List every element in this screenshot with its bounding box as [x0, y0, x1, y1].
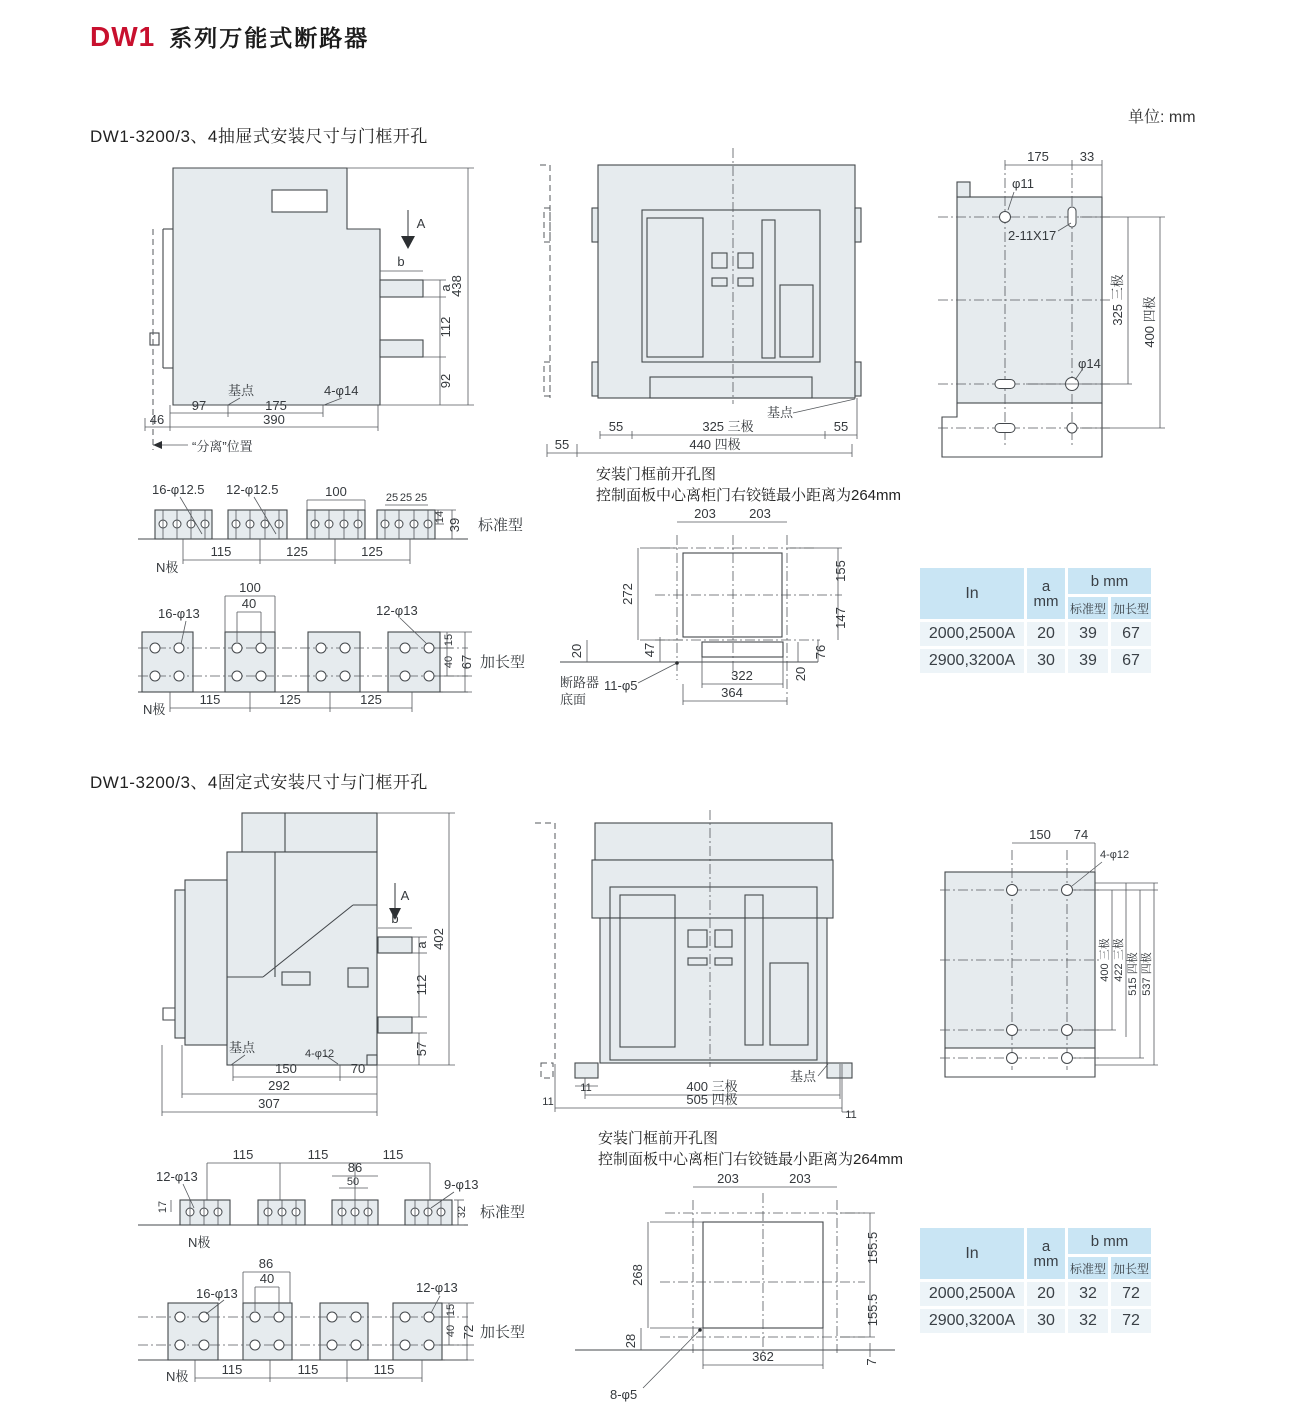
terminal-blocks	[138, 510, 468, 539]
dim-47: 47	[642, 642, 657, 658]
dim-86: 86	[258, 1256, 274, 1271]
cell-a-row2: 30	[1027, 1309, 1065, 1333]
col-header-extended: 加长型	[1111, 1257, 1151, 1279]
s2-front-view-drawing	[535, 805, 920, 1125]
dim-40-right: 40	[445, 1324, 457, 1338]
dim-100: 100	[325, 484, 347, 499]
dim-28: 28	[623, 1333, 638, 1349]
col-header-standard: 标准型	[1068, 1257, 1108, 1279]
dim-97: 97	[191, 398, 207, 413]
dim-115-a: 115	[221, 1362, 243, 1377]
col-header-mm: mm	[1033, 1252, 1059, 1270]
dim-400-3pole: 400 三极	[686, 1079, 738, 1094]
section1-heading: DW1-3200/3、4抽屉式安装尺寸与门框开孔	[90, 127, 428, 146]
dim-292: 292	[268, 1078, 290, 1093]
dim-57: 57	[414, 1041, 429, 1057]
dim-70: 70	[350, 1061, 366, 1076]
dim-25-c: 25	[414, 492, 428, 504]
dim-364: 364	[721, 685, 743, 700]
s1-dimension-table	[920, 568, 1151, 673]
dim-15: 15	[445, 1303, 457, 1317]
dim-a: a	[414, 941, 429, 949]
dim-25-a: 25	[385, 492, 399, 504]
dim-155.5-bottom: 155.5	[865, 1293, 880, 1327]
s1-front-shapes	[540, 148, 861, 404]
col-header-a-mm	[1027, 1228, 1065, 1279]
s2-door-cutout-drawing	[565, 1168, 960, 1410]
dim-20-right: 20	[793, 666, 808, 682]
cell-std-row1: 32	[1068, 1282, 1108, 1306]
dim-272: 272	[620, 583, 635, 605]
dim-505-4pole: 505 四极	[686, 1092, 738, 1107]
dim-112: 112	[414, 974, 429, 996]
dim-32: 32	[456, 1205, 468, 1219]
dim-20-left: 20	[569, 643, 584, 659]
s2-terminals-extended-drawing	[138, 1256, 568, 1410]
holes-12-phi12.5-label: 12-φ12.5	[226, 482, 279, 497]
col-header-b-mm: b mm	[1068, 568, 1151, 594]
dim-537-4pole: 537 四极	[1141, 952, 1153, 996]
cell-std-row2: 39	[1068, 649, 1108, 673]
cell-a-row1: 20	[1027, 1282, 1065, 1306]
dim-325-3pole: 325 三极	[1110, 274, 1125, 326]
holes-12-phi13-label: 12-φ13	[416, 1280, 458, 1295]
dim-46: 46	[149, 412, 165, 427]
s1-door-caption	[596, 464, 901, 506]
dim-175: 175	[1027, 149, 1049, 164]
base-point-label: 基点	[229, 1040, 256, 1055]
dim-7: 7	[864, 1358, 879, 1366]
dim-115-b: 115	[297, 1362, 319, 1377]
dim-203-left: 203	[717, 1171, 739, 1186]
dim-14: 14	[434, 510, 446, 524]
s2-terminals-standard-drawing	[138, 1147, 568, 1258]
dim-115-c: 115	[373, 1362, 395, 1377]
brand-label: DW1	[90, 21, 156, 52]
dim-203-right: 203	[789, 1171, 811, 1186]
col-header-b-mm: b mm	[1068, 1228, 1151, 1254]
n-pole-label: N极	[143, 702, 166, 717]
page-title-text: 系列万能式断路器	[169, 25, 370, 51]
standard-type-label: 标准型	[478, 517, 524, 534]
cell-std-row1: 39	[1068, 622, 1108, 646]
col-header-standard: 标准型	[1068, 597, 1108, 619]
s1-door-caption-line1: 安装门框前开孔图	[596, 466, 717, 483]
dim-115-a: 115	[232, 1147, 254, 1162]
breaker-bottom-label-2: 底面	[560, 692, 587, 707]
dim-150: 150	[1029, 827, 1051, 842]
dim-440-4pole: 440 四极	[689, 437, 741, 452]
dim-325-3pole: 325 三极	[702, 419, 754, 434]
s1-mounting-plate-drawing	[930, 140, 1195, 470]
dim-438: 438	[449, 275, 464, 297]
holes-11-phi5-label: 11-φ5	[604, 678, 638, 693]
dim-b: b	[391, 911, 399, 926]
s2-plate-shapes	[940, 850, 1100, 1077]
dim-17: 17	[157, 1200, 169, 1214]
dim-125-a: 125	[279, 692, 301, 707]
dim-55-outer: 55	[554, 437, 570, 452]
dim-125-a: 125	[286, 544, 308, 559]
standard-type-label: 标准型	[480, 1204, 526, 1221]
dim-125-b: 125	[360, 692, 382, 707]
cell-ext-row1: 67	[1111, 622, 1151, 646]
dim-112: 112	[438, 316, 453, 338]
dim-72: 72	[461, 1324, 476, 1340]
holes-4-phi12-label: 4-φ12	[1100, 849, 1130, 861]
dim-402: 402	[431, 928, 446, 950]
dim-76: 76	[813, 644, 828, 660]
s1-terminals-extended-drawing	[138, 580, 568, 733]
holes-9-phi13-label: 9-φ13	[444, 1177, 479, 1192]
s2-door-caption	[598, 1128, 903, 1170]
dim-125-b: 125	[361, 544, 383, 559]
dim-322: 322	[731, 668, 753, 683]
holes-12-phi13-label: 12-φ13	[156, 1169, 198, 1184]
dim-33: 33	[1079, 149, 1095, 164]
s2-side-view-drawing	[155, 805, 465, 1135]
cell-in-row2: 2900,3200A	[920, 649, 1024, 673]
n-pole-label: N极	[166, 1369, 189, 1384]
s1-side-view-drawing	[128, 148, 480, 470]
dim-175: 175	[265, 398, 287, 413]
dim-11-foot: 11	[580, 1082, 592, 1094]
cell-a-row2: 30	[1027, 649, 1065, 673]
dim-155: 155	[833, 560, 848, 582]
dim-515-4pole: 515 四极	[1127, 952, 1139, 996]
dim-115: 115	[199, 692, 221, 707]
dim-268: 268	[630, 1264, 645, 1286]
dim-155.5-top: 155.5	[865, 1231, 880, 1265]
dim-86: 86	[347, 1160, 363, 1175]
holes-16-phi12.5-label: 16-φ12.5	[152, 482, 205, 497]
dim-115: 115	[210, 544, 232, 559]
s1-plate-shapes	[938, 160, 1112, 457]
col-header-a-mm	[1027, 568, 1065, 619]
dim-11-right: 11	[845, 1109, 857, 1121]
terminal-blocks	[138, 1303, 468, 1360]
base-point-label: 基点	[790, 1069, 817, 1084]
dim-11-left: 11	[542, 1096, 554, 1108]
terminal-blocks	[138, 1200, 468, 1225]
cell-a-row1: 20	[1027, 622, 1065, 646]
separation-position-label: “分离”位置	[192, 439, 253, 454]
cell-ext-row2: 72	[1111, 1309, 1151, 1333]
s2-front-shapes	[535, 810, 852, 1078]
dim-74: 74	[1073, 827, 1089, 842]
dim-55-left: 55	[608, 419, 624, 434]
s1-terminals-standard-drawing	[138, 484, 568, 584]
s2-mounting-plate-drawing	[940, 820, 1190, 1090]
unit-label: 单位: mm	[1128, 109, 1196, 126]
base-point-label: 基点	[228, 383, 255, 398]
dim-a: a	[438, 284, 453, 292]
dim-b: b	[397, 254, 405, 269]
cell-ext-row1: 72	[1111, 1282, 1151, 1306]
dim-147: 147	[833, 607, 848, 629]
s2-door-caption-line1: 安装门框前开孔图	[598, 1130, 719, 1147]
dim-55-right: 55	[833, 419, 849, 434]
dim-115-c: 115	[382, 1147, 404, 1162]
s2-dimension-table	[920, 1228, 1151, 1333]
dim-25-b: 25	[399, 492, 413, 504]
dim-39: 39	[447, 517, 462, 533]
cell-in-row2: 2900,3200A	[920, 1309, 1024, 1333]
dim-40-right: 40	[443, 655, 455, 669]
col-header-mm: mm	[1033, 592, 1059, 610]
dim-92: 92	[438, 373, 453, 389]
col-header-in: In	[920, 568, 1024, 619]
cell-std-row2: 32	[1068, 1309, 1108, 1333]
cell-ext-row2: 67	[1111, 649, 1151, 673]
extended-type-label: 加长型	[480, 1324, 526, 1341]
page-title	[90, 20, 369, 53]
section-arrow-label: A	[400, 888, 410, 903]
dim-40: 40	[241, 596, 257, 611]
dim-362: 362	[752, 1349, 774, 1364]
dim-15: 15	[443, 633, 455, 647]
holes-16-phi13-label: 16-φ13	[196, 1286, 238, 1301]
extended-type-label: 加长型	[480, 654, 526, 671]
dim-50: 50	[346, 1176, 360, 1188]
n-pole-label: N极	[188, 1235, 211, 1250]
section-arrow-label: A	[416, 216, 426, 231]
s2-door-caption-line2: 控制面板中心离柜门右铰链最小距离为264mm	[598, 1151, 904, 1168]
breaker-bottom-label-1: 断路器	[560, 675, 600, 690]
holes-8-phi5-label: 8-φ5	[610, 1387, 638, 1402]
dim-400-4pole: 400 四极	[1142, 296, 1157, 348]
terminal-blocks	[138, 632, 468, 692]
dim-390: 390	[263, 412, 285, 427]
holes-12-phi13-label: 12-φ13	[376, 603, 418, 618]
s1-door-caption-line2: 控制面板中心离柜门右铰链最小距离为264mm	[596, 487, 902, 504]
dim-307: 307	[258, 1096, 280, 1111]
dim-40: 40	[259, 1271, 275, 1286]
hole-phi11-label: φ11	[1012, 176, 1034, 191]
cell-in-row1: 2000,2500A	[920, 622, 1024, 646]
n-pole-label: N极	[156, 560, 179, 575]
base-point-label: 基点	[767, 405, 794, 420]
s1-door-cutout-drawing	[560, 508, 940, 743]
dim-203-left: 203	[694, 506, 716, 521]
dim-100: 100	[239, 580, 261, 595]
holes-label: 4-φ14	[324, 383, 359, 398]
cell-in-row1: 2000,2500A	[920, 1282, 1024, 1306]
s1-front-view-drawing	[540, 148, 920, 468]
section2-heading: DW1-3200/3、4固定式安装尺寸与门框开孔	[90, 773, 428, 792]
dim-203-right: 203	[749, 506, 771, 521]
s2-side-shapes	[163, 813, 412, 1065]
slots-2-11x17-label: 2-11X17	[1008, 228, 1057, 243]
dim-67: 67	[459, 654, 474, 670]
dim-150: 150	[275, 1061, 297, 1076]
col-header-extended: 加长型	[1111, 597, 1151, 619]
col-header-a: a	[1041, 1237, 1051, 1255]
s2-door-shapes	[575, 1193, 895, 1353]
dim-115-b: 115	[307, 1147, 329, 1162]
dim-422-3pole: 422 三极	[1113, 938, 1125, 982]
col-header-a: a	[1041, 577, 1051, 595]
holes-16-phi13-label: 16-φ13	[158, 606, 200, 621]
dim-400-3pole: 400 三极	[1099, 938, 1111, 982]
col-header-in: In	[920, 1228, 1024, 1279]
hole-phi14-label: φ14	[1078, 356, 1101, 371]
holes-label: 4-φ12	[305, 1048, 335, 1060]
